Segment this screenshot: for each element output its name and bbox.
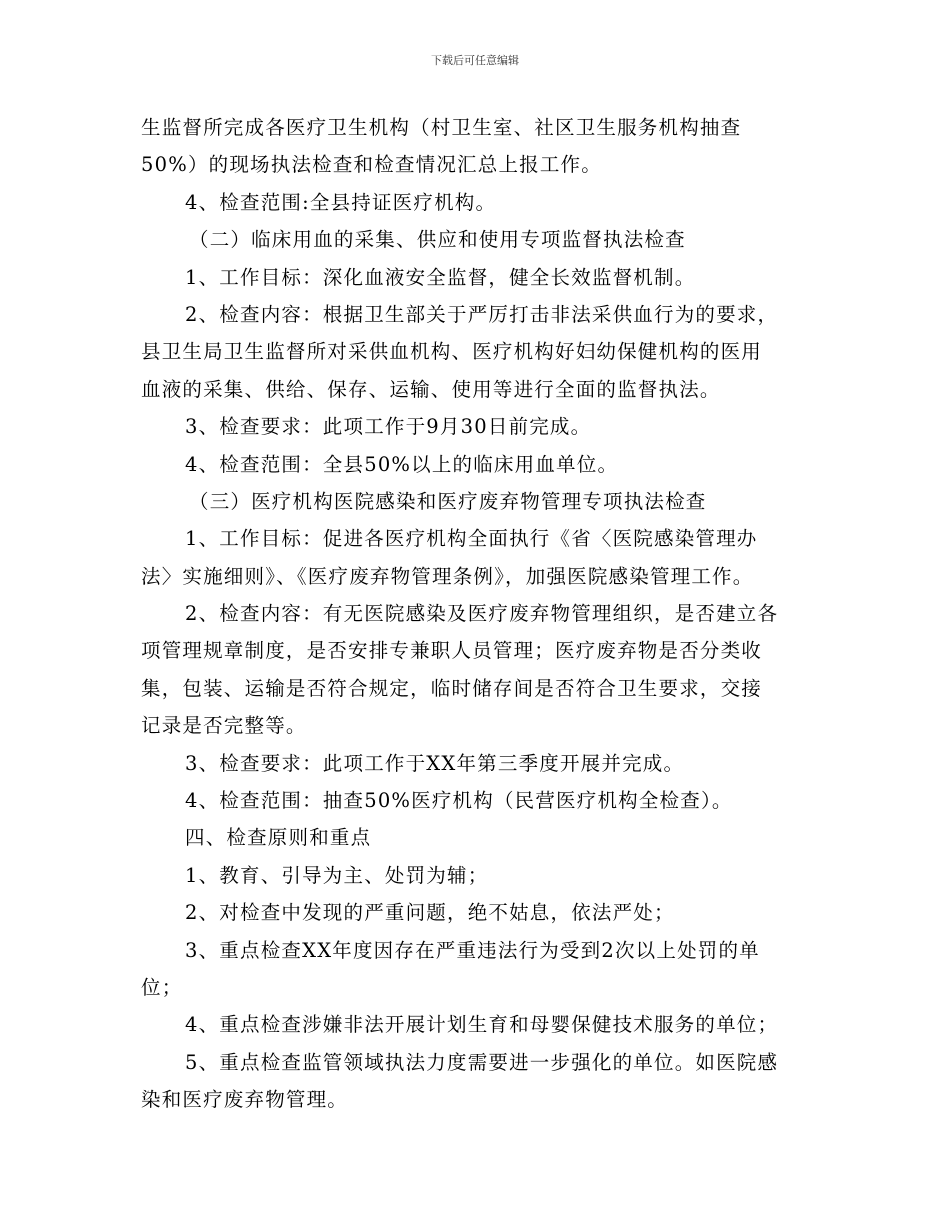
paragraph-line: 3、检查要求：此项工作于XX年第三季度开展并完成。 [185, 751, 685, 775]
paragraph-line: 项管理规章制度，是否安排专兼职人员管理；医疗废弃物是否分类收 [141, 639, 763, 663]
section-heading: 四、检查原则和重点 [185, 826, 372, 850]
paragraph-line: 3、重点检查XX年度因存在严重违法行为受到2次以上处罚的单 [185, 938, 760, 962]
section-heading: （二）临床用血的采集、供应和使用专项监督执法检查 [189, 228, 686, 252]
paragraph-line: 2、对检查中发现的严重问题，绝不姑息，依法严处； [185, 901, 675, 925]
page-header: 下载后可任意编辑 [431, 54, 519, 67]
document-body [141, 109, 813, 1119]
paragraph-line: 4、检查范围:全县持证医疗机构。 [185, 190, 497, 214]
paragraph-line: 血液的采集、供给、保存、运输、使用等进行全面的监督执法。 [141, 377, 721, 401]
paragraph-line: 1、工作目标：促进各医疗机构全面执行《省〈医院感染管理办 [185, 527, 758, 551]
paragraph-line: 染和医疗废弃物管理。 [141, 1088, 349, 1112]
paragraph-line: 3、检查要求：此项工作于9月30日前完成。 [185, 415, 592, 439]
paragraph-line: 2、检查内容：有无医院感染及医疗废弃物管理组织，是否建立各 [185, 602, 779, 626]
paragraph-line: 县卫生局卫生监督所对采供血机构、医疗机构好妇幼保健机构的医用 [141, 340, 763, 364]
paragraph-line: 4、重点检查涉嫌非法开展计划生育和母婴保健技术服务的单位； [185, 1013, 779, 1037]
section-heading: （三）医疗机构医院感染和医疗废弃物管理专项执法检查 [189, 489, 707, 513]
paragraph-line: 记录是否完整等。 [141, 714, 307, 738]
paragraph-line: 4、检查范围：抽查50%医疗机构（民营医疗机构全检查）。 [185, 789, 733, 813]
paragraph-line: 1、工作目标：深化血液安全监督，健全长效监督机制。 [185, 265, 696, 289]
paragraph-line: 法〉实施细则》、《医疗废弃物管理条例》，加强医院感染管理工作。 [141, 564, 754, 588]
paragraph-line: 50%）的现场执法检查和检查情况汇总上报工作。 [141, 153, 602, 177]
paragraph-line: 生监督所完成各医疗卫生机构（村卫生室、社区卫生服务机构抽查 [141, 116, 742, 139]
paragraph-line: 4、检查范围：全县50%以上的临床用血单位。 [185, 452, 619, 476]
paragraph-line: 5、重点检查监管领域执法力度需要进一步强化的单位。如医院感 [185, 1050, 779, 1074]
paragraph-line: 1、教育、引导为主、处罚为辅； [185, 863, 489, 887]
paragraph-line: 集，包装、运输是否符合规定，临时储存间是否符合卫生要求，交接 [141, 676, 763, 700]
paragraph-line: 位； [141, 975, 183, 999]
paragraph-line: 2、检查内容：根据卫生部关于严厉打击非法采供血行为的要求， [185, 302, 779, 326]
